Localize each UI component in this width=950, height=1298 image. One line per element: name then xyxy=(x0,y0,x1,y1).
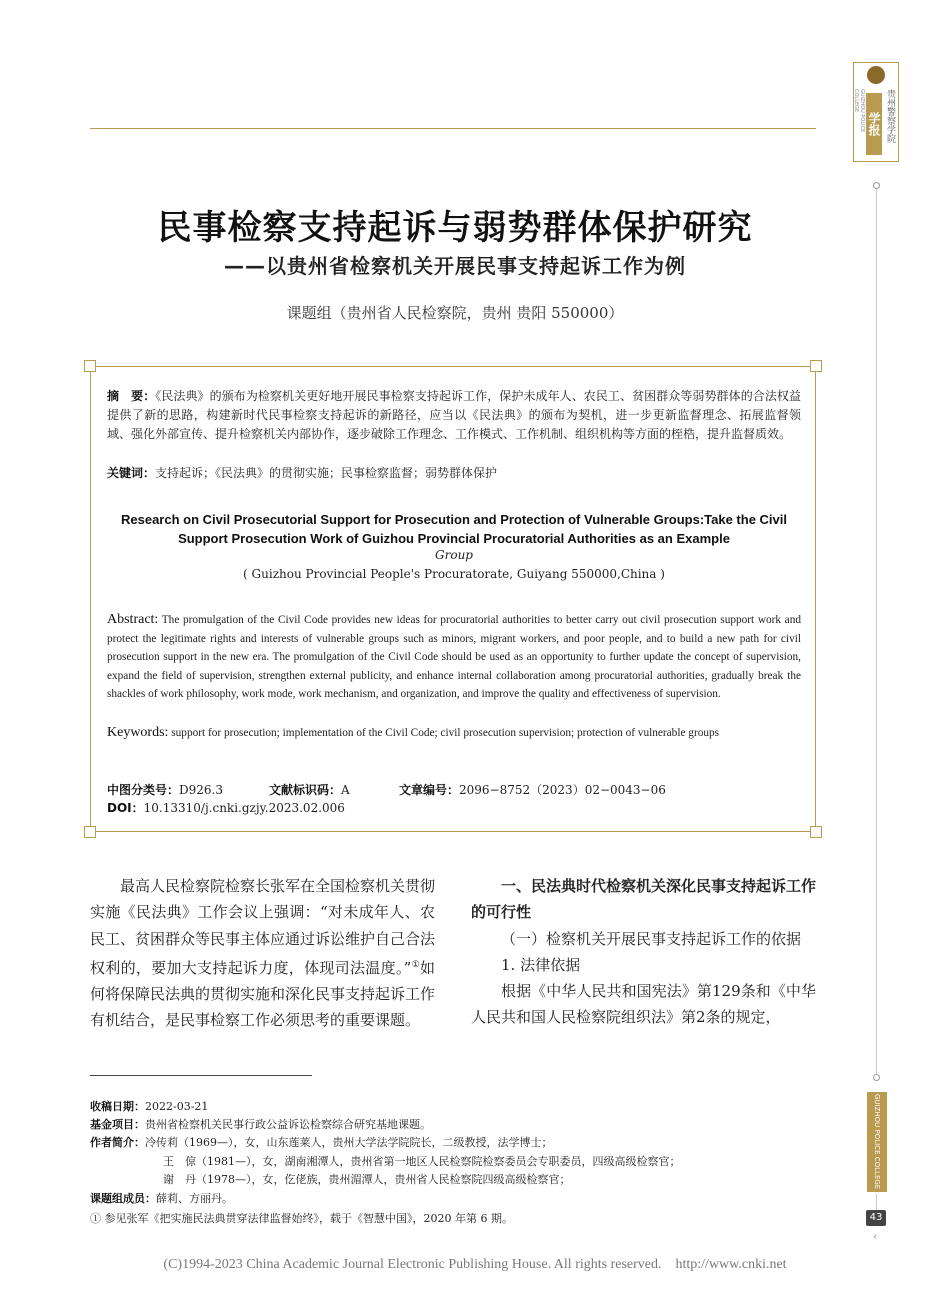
footnote-1: ① 参见张军《把实施民法典贯穿法律监督始终》，载于《智慧中国》，2020 年第 6 期。 xyxy=(90,1212,513,1225)
author-bio xyxy=(90,1134,816,1153)
body-paragraph: 根据《中华人民共和国宪法》第129条和《中华人民共和国人民检察院组织法》第2条的规定， xyxy=(471,982,816,1027)
abstract-cn xyxy=(107,387,801,444)
english-title: Research on Civil Prosecutorial Support for Prosecution and Protection of Vulnerable Groups:Take the Civil Support Prosecution Work of Guizhou Provincial Procuratorial Authorities as an Example xyxy=(120,512,787,546)
header-rule xyxy=(90,128,816,129)
box-corner xyxy=(810,826,822,838)
article-number-value: 2096−8752（2023）02−0043−06 xyxy=(459,783,666,797)
keywords-cn-label: 关键词： xyxy=(107,466,156,480)
english-institution: ( Guizhou Provincial People's Procuratorate, Guiyang 550000,China ) xyxy=(243,567,665,581)
fund-project xyxy=(90,1116,816,1135)
subsubsection-heading: 1. 法律依据 xyxy=(501,955,581,974)
doc-code-label: 文献标识码： xyxy=(269,783,342,797)
classification-line xyxy=(107,781,801,799)
box-corner xyxy=(810,360,822,372)
journal-badge xyxy=(853,62,899,162)
doc-code-value: A xyxy=(341,783,350,797)
side-rail-tab: GUIZHOU POLICE COLLEGE xyxy=(867,1092,887,1192)
keywords-en-label: Keywords: xyxy=(107,725,169,740)
author-bio xyxy=(90,1171,816,1190)
badge-journal-name: 贵州警察学院 xyxy=(885,89,895,143)
box-corner xyxy=(84,360,96,372)
author-line: 课题组（贵州省人民检察院，贵州 贵阳 550000） xyxy=(286,304,624,322)
footnote-marker[interactable]: ① xyxy=(411,959,420,970)
badge-english-name: GUIZHOU POLICE COLLEGE xyxy=(853,89,865,133)
abstract-en xyxy=(107,611,801,704)
body-left-column xyxy=(90,873,435,1034)
subsection-heading: （一）检察机关开展民事支持起诉工作的依据 xyxy=(501,929,802,948)
author-bio xyxy=(90,1153,816,1172)
keywords-cn-text: 支持起诉；《民法典》的贯彻实施；民事检察监督；弱势群体保护 xyxy=(155,466,498,480)
box-corner xyxy=(84,826,96,838)
author-bio-2: 王 倞（1981—），女，湖南湘潭人，贵州省第一地区人民检察院检察委员会专职委员，四级高级检察官； xyxy=(163,1155,681,1168)
article-title: 民事检察支持起诉与弱势群体保护研究 xyxy=(157,208,753,248)
clc-value: D926.3 xyxy=(179,783,223,797)
received-label: 收稿日期： xyxy=(90,1100,145,1113)
clc-label: 中图分类号： xyxy=(107,783,180,797)
article-subtitle: ——以贵州省检察机关开展民事支持起诉工作为例 xyxy=(224,254,686,278)
keywords-en-text: support for prosecution; implementation of the Civil Code; civil prosecution supervision; protection of vulnerable groups xyxy=(171,727,720,739)
chevron-left-icon: ‹ xyxy=(873,1230,878,1243)
section-heading: 一、民法典时代检察机关深化民事支持起诉工作的可行性 xyxy=(471,877,817,922)
doi-value: 10.13310/j.cnki.gzjy.2023.02.006 xyxy=(143,801,345,815)
english-author-group: Group xyxy=(435,548,473,562)
page-number: 43 xyxy=(866,1210,886,1226)
side-rail-dot xyxy=(873,1074,880,1081)
paragraph-text: 如何将保障民法典的贯彻实施和深化民事支持起诉工作有机结合，是民事检察工作必须思考的重要课题。 xyxy=(90,958,436,1030)
copyright-footer: (C)1994-2023 China Academic Journal Electronic Publishing House. All rights reserved. http://www.cnki.net xyxy=(163,1257,787,1272)
received-date xyxy=(90,1098,816,1117)
body-right-column xyxy=(471,873,816,1031)
side-rail-dot xyxy=(873,182,880,189)
doi-line xyxy=(107,799,801,817)
received-value: 2022-03-21 xyxy=(145,1100,209,1113)
members-label: 课题组成员： xyxy=(90,1192,156,1205)
author-bio-1: 冷传莉（1969—），女，山东莲莱人，贵州大学法学院院长，二级教授，法学博士； xyxy=(145,1136,553,1149)
college-seal-icon xyxy=(867,66,885,84)
keywords-cn xyxy=(107,464,801,483)
authors-label: 作者简介： xyxy=(90,1136,145,1149)
abstract-cn-text: 《民法典》的颁布为检察机关更好地开展民事检察支持起诉工作，保护未成年人、农民工、贫困群众等弱势群体的合法权益提供了新的思路，构建新时代民事检察支持起诉的新路径，应当以《民法典》的颁布为契机，进一步更新监督理念、拓展监督领域、强化外部宣传、提升检察机关内部协作，逐步破除工作理念、工作模式、工作机制、组织机构等方面的桎梏，提升监督质效。 xyxy=(107,389,801,441)
fund-label: 基金项目： xyxy=(90,1118,145,1131)
fund-value: 贵州省检察机关民事行政公益诉讼检察综合研究基地课题。 xyxy=(145,1118,431,1131)
abstract-cn-label: 摘 要： xyxy=(107,389,156,403)
members-value: 薛莉、方丽丹。 xyxy=(156,1192,233,1205)
footnote-rule xyxy=(90,1075,312,1076)
author-bio-3: 谢 丹（1978—），女，仡佬族，贵州湄潭人，贵州省人民检察院四级高级检察官； xyxy=(163,1173,571,1186)
article-number-label: 文章编号： xyxy=(399,783,460,797)
body-paragraph xyxy=(90,873,435,1034)
badge-box-label: 学报 xyxy=(866,93,882,155)
paragraph-text: 最高人民检察院检察长张军在全国检察机关贯彻实施《民法典》工作会议上强调：“对未成年人、农民工、贫困群众等民事主体应通过诉讼维护自己合法权利的，要加大支持起诉力度，体现司法温度。” xyxy=(90,877,436,977)
abstract-en-label: Abstract: xyxy=(107,612,159,627)
doi-label: DOI： xyxy=(107,801,144,815)
side-rail-line xyxy=(876,1194,877,1210)
group-members xyxy=(90,1190,816,1209)
keywords-en xyxy=(107,724,801,743)
abstract-en-text: The promulgation of the Civil Code provides new ideas for procuratorial authorities to better carry out civil prosecution support work and protect the legitimate rights and interests of vulnerable groups such as minors, migrant workers, and poor people, and to build a new path for civil prosecution support in the new era. The promulgation of the Civil Code should be used as an opportunity to further update the concept of supervision, expand the field of supervision, strengthen external publicity, and enhance internal collaboration among procuratorial authorities, gradually break the shackles of work philosophy, work mode, work mechanism, and organization, and improve the quality and effectiveness of supervision. xyxy=(107,614,801,701)
